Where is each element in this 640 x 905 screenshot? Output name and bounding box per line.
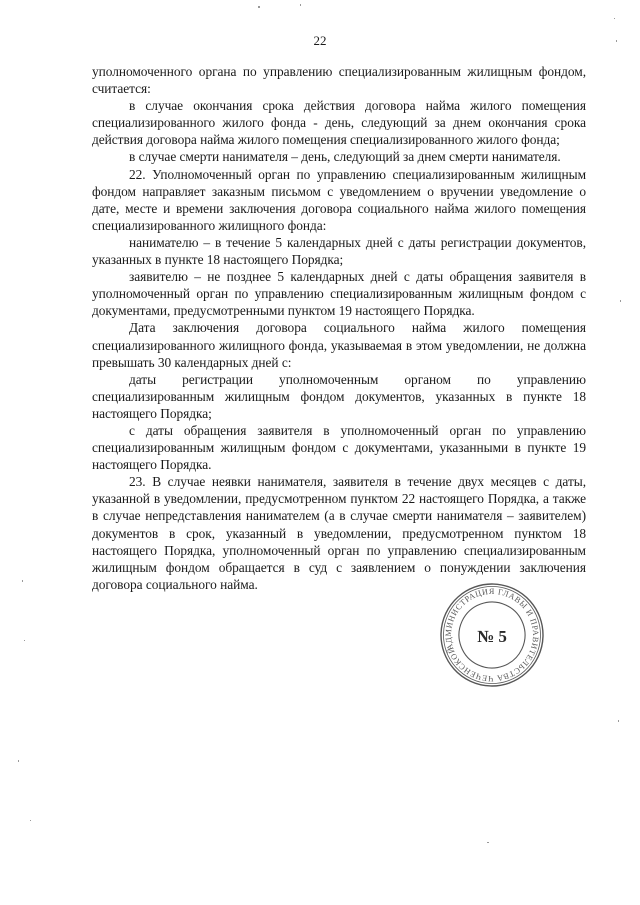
paragraph: нанимателю – в течение 5 календарных дней с даты регистрации документов, указанных в пункте 18 настоящего Порядка; [92,234,586,268]
scan-speck [18,760,19,762]
scan-speck [258,6,260,8]
paragraph-clause-23: 23. В случае неявки нанимателя, заявителя в течение двух месяцев с даты, указанной в уведомлении, предусмотренном пунктом 22 настоящего Порядка, а также в случае непредставления нанимателем (а в случае смерти нанимателя – заявителем) документов в срок, указанный в уведомлении, предусмотренном пунктом 18 настоящего Порядка, уполномоченный орган по управлению специализированным жилищным фондом обращается в суд с заявлением о понуждении заключения договора социального найма. [92,474,586,592]
scan-speck [300,4,301,6]
scan-speck [614,18,615,19]
paragraph: в случае окончания срока действия договора найма жилого помещения специализированного жилого фонда - день, следующий за днем окончания срока действия договора найма жилого помещения специализированного жилого фонда; [92,98,586,148]
scan-speck [30,820,31,821]
seal-icon [437,580,547,690]
seal-number: № 5 [477,627,507,646]
seal-ring-text: АДМИНИСТРАЦИЯ ГЛАВЫ И ПРАВИТЕЛЬСТВА ЧЕЧЕНСКОЙ [443,586,541,684]
paragraph: уполномоченного органа по управлению специализированным жилищным фондом, считается: [92,64,586,97]
page-number: 22 [313,33,327,48]
paragraph: заявителю – не позднее 5 календарных дней с даты обращения заявителя в уполномоченный орган по управлению специализированным жилищным фондом с документами, предусмотренными пунктом 19 настоящего Порядка. [92,269,586,319]
document-body [92,63,586,593]
scan-speck [616,40,617,42]
paragraph: Дата заключения договора социального найма жилого помещения специализированного жилищного фонда, указываемая в этом уведомлении, не должна превышать 30 календарных дней с: [92,320,586,370]
official-seal-stamp [437,580,547,690]
scan-speck [618,720,619,722]
scan-speck [620,300,621,302]
paragraph: с даты обращения заявителя в уполномоченный орган по управлению специализированным жилищным фондом с документами, указанными в пункте 19 настоящего Порядка. [92,422,586,473]
paragraph-clause-22: 22. Уполномоченный орган по управлению специализированным жилищным фондом направляет заказным письмом с уведомлением о вручении уведомление о дате, месте и времени заключения договора социального найма жилого помещения специализированного жилищного фонда: [92,166,586,233]
paragraph: даты регистрации уполномоченным органом по управлению специализированным жилищным фондом документов, указанных в пункте 18 настоящего Порядка; [92,371,586,421]
scan-speck [487,842,489,843]
scan-speck [24,640,25,641]
scan-speck [22,580,23,582]
paragraph: в случае смерти нанимателя – день, следующий за днем смерти нанимателя. [129,149,561,165]
